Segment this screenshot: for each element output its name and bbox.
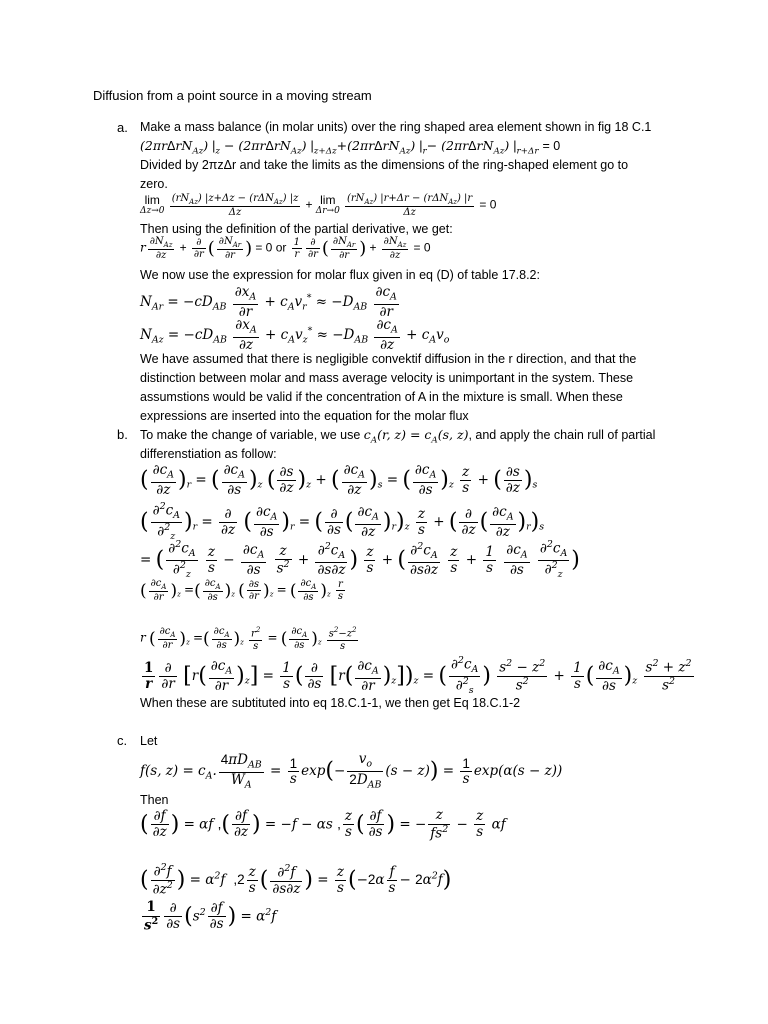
chain-rule-eq-4: ( $\frac{\partial c_A}{\partial r}$ )$_z$ =( $\frac{\partial c_A}{\partial s}$ )$_z$ ( $\frac{\partial s}{\partial r}$ )$_z$ = ( $\frac{\partial c_A}{\partial s}$ )$_z$ $\frac{r}{s}$ bbox=[140, 578, 343, 604]
change-of-variable-expr: $c_A(r$, $z) = c_A(s$, z) bbox=[363, 427, 469, 446]
document-title: Diffusion from a point source in a moving stream bbox=[93, 88, 372, 103]
section-a-text-6: Then using the definition of the partial derivative, we get: bbox=[140, 222, 453, 236]
chain-rule-eq-6: $\frac{1}{r}$ $\frac{\partial}{\partial r}$ [r( $\frac{\partial c_A}{\partial r}$ )$_z$] = $\frac{1}{s}$ ( $\frac{\partial}{\partial s}$ [r( $\frac{\partial c_A}{\partial r}$ )$_z])_z$ = ( $\frac{\partial^2c_A}{\partial^2_s}$ ) $\frac{s^2 - z^2}{s^2}$ + $\frac{1}{s}$ ( $\frac{\partial c_A}{\partial s}$ )$_z$ $\frac{s^2 + z^2}{s^2}$ bbox=[144, 655, 692, 697]
molar-flux-r-equation: $N_{Ar} = -cD_{AB}$ $\frac{\partial x_A}{\partial r}$ + $c_Av_r^* \approx -D_{AB}$ $\frac{\partial c_A}{\partial r}$ bbox=[140, 284, 397, 320]
f-second-derivatives: ( $\frac{\partial^2f}{\partial z^2}$ ) = $\alpha^2f$ ,2 $\frac{z}{s}$ ( $\frac{\partial^2f}{\partial s\partial z}$ ) = $\frac{z}{s}$ (−2α $\frac{f}{s}$ − $2\alpha^2f$) bbox=[140, 862, 452, 898]
section-b-text-2: differenstiation as follow: bbox=[140, 447, 277, 461]
section-a-para-3: assumstions would be valid if the concentration of A in the mixture is small. When these bbox=[140, 390, 623, 404]
section-a-text-3: Divided by 2πzΔr and take the limits as the dimensions of the ring-shaped element go to bbox=[140, 158, 629, 172]
chain-rule-eq-2: ( $\frac{\partial^2c_A}{\partial^2_z}$ )$_r$ = $\frac{\partial}{\partial z}$ ( $\frac{\partial c_A}{\partial s}$ )$_r$ = ( $\frac{\partial}{\partial s}$ ( $\frac{\partial c_A}{\partial z}$ )$_r)_z$ $\frac{z}{s}$ + ( $\frac{\partial}{\partial z}$ ( $\frac{\partial c_A}{\partial z}$ )$_r)_s$ bbox=[140, 501, 545, 543]
chain-rule-eq-3: = ( $\frac{\partial^2c_A}{\partial^2_z}$ $\frac{z}{s}$ − $\frac{\partial c_A}{\partial s}$ $\frac{z}{s^2}$ + $\frac{\partial^2c_A}{\partial s\partial z}$ ) $\frac{z}{s}$ + ( $\frac{\partial^2c_A}{\partial s\partial z}$ $\frac{z}{s}$ + $\frac{1}{s}$ $\frac{\partial c_A}{\partial s}$ $\frac{\partial^2c_A}{\partial^2_z}$ ) bbox=[140, 539, 580, 581]
chain-rule-eq-5: r ( $\frac{\partial c_A}{\partial r}$ )$_z$ =( $\frac{\partial c_A}{\partial s}$ )$_z$ $\frac{r^2}{s}$ = ( $\frac{\partial c_A}{\partial s}$ )$_z$ $\frac{s^2-z^2}{s}$ bbox=[140, 626, 357, 652]
f-first-derivatives: ( $\frac{\partial f}{\partial z}$ ) = αf ,( $\frac{\partial f}{\partial z}$ ) = −f − αs , $\frac{z}{s}$ ( $\frac{\partial f}{\partial s}$ ) = − $\frac{z}{fs^2}$ − $\frac{z}{s}$ αf bbox=[140, 807, 506, 842]
f-laplacian-equation: $\frac{1}{s^2}$ $\frac{\partial}{\partial s}$ ($s^2$ $\frac{\partial f}{\partial s}$ ) = $\alpha^2f$ bbox=[144, 899, 277, 934]
f-definition-equation: f(s, $z) = c_A$. $\frac{4\pi D_{AB}}{W_A}$ = $\frac{1}{s}$ exp(− $\frac{v_o}{2D_{AB}}$ (s − z)) = $\frac{1}{s}$ exp(α(s − z)) bbox=[140, 751, 563, 791]
chain-rule-eq-1: ( $\frac{\partial c_A}{\partial z}$ )$_r$ = ( $\frac{\partial c_A}{\partial s}$ )$_z$ ( $\frac{\partial s}{\partial z}$ )$_z$ + ( $\frac{\partial c_A}{\partial z}$ )$_s$ = ( $\frac{\partial c_A}{\partial s}$ )$_z$ $\frac{z}{s}$ + ( $\frac{\partial s}{\partial z}$ )$_s$ bbox=[140, 462, 538, 498]
section-c-let: Let bbox=[140, 734, 158, 748]
section-b-label: b. bbox=[117, 427, 128, 442]
section-b-final: When these are subtituted into eq 18.C.1-1, we then get Eq 18.C.1-2 bbox=[140, 696, 521, 710]
section-a-text-8: We now use the expression for molar flux given in eq (D) of table 17.8.2: bbox=[140, 268, 540, 282]
section-a-para-2: distinction between molar and mass average velocity is unimportant in the system. These bbox=[140, 371, 634, 385]
section-a-text-4: zero. bbox=[140, 177, 168, 191]
partial-derivative-equation: r $\frac{\partial N_{Az}}{\partial z}$ + $\frac{\partial}{\partial r}$ ( $\frac{\partial N_{Ar}}{\partial r}$ ) = 0 or $\frac{1}{r}$ $\frac{\partial}{\partial r}$ ( $\frac{\partial N_{Ar}}{\partial r}$ ) + $\frac{\partial N_{Az}}{\partial z}$ = 0 bbox=[140, 236, 431, 262]
limit-equation: lim Δz→0 $\frac{(rN_{Az}) |z+\Delta z - (r\Delta N_{Az}) |z}{\Delta z}$ + lim Δr→0 $\frac{(rN_{Az}) |r+\Delta r - (r\Delta N_{Az}) |r}{\Delta z}$ = 0 bbox=[140, 193, 497, 219]
section-a-text-1: Make a mass balance (in molar units) over the ring shaped area element shown in fig 18 C.1 bbox=[140, 120, 652, 134]
section-c-label: c. bbox=[117, 733, 128, 748]
section-b-text-1b: , and apply the chain rull of partial bbox=[468, 428, 656, 442]
mass-balance-equation: (2πrΔrN$_{Az}$) $|_z - (2\pi r\Delta rN_{Az})$ $|_{z+\Delta z}+(2\pi r\Delta rN_{Az})$ $|_r- (2\pi r\Delta rN_{Az}) |_{r+\Delta r} = 0$ bbox=[140, 138, 561, 157]
section-a-label: a. bbox=[117, 120, 128, 135]
section-c-then: Then bbox=[140, 793, 169, 807]
section-b-text-1a: To make the change of variable, we use bbox=[140, 428, 361, 442]
section-a-para-4: expressions are inserted into the equation for the molar flux bbox=[140, 409, 469, 423]
molar-flux-z-equation: $N_{Az} = -cD_{AB}$ $\frac{\partial x_A}{\partial z}$ + $c_Av_z^* \approx -D_{AB}$ $\frac{\partial c_A}{\partial z}$ + $c_Av_o$ bbox=[140, 317, 450, 353]
section-a-para-1: We have assumed that there is negligible convektif diffusion in the r direction, and that the bbox=[140, 352, 637, 366]
